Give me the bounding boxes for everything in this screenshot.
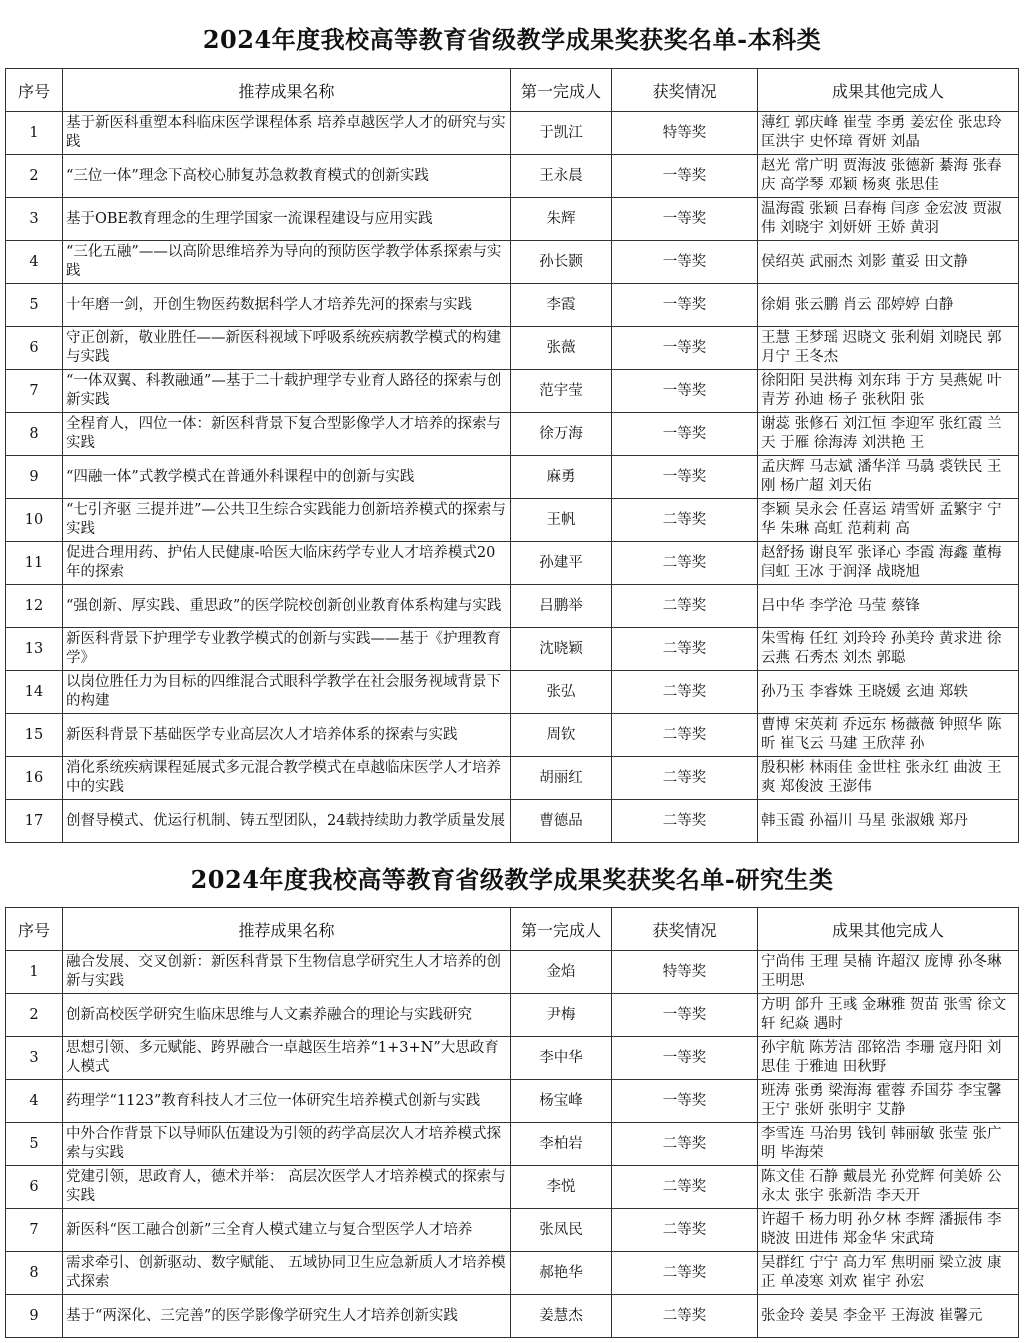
row-seq: 15 [6,714,63,757]
row-lead: 胡丽红 [511,757,612,800]
row-prize: 二等奖 [612,757,758,800]
header-title: 推荐成果名称 [63,69,511,112]
table-row [6,241,1019,284]
row-seq: 1 [6,112,63,155]
table-header-row [6,69,1019,112]
row-prize: 二等奖 [612,1209,758,1252]
row-seq: 3 [6,198,63,241]
row-title: 新医科背景下护理学专业教学模式的创新与实践——基于《护理教育学》 [63,628,511,671]
header-prize: 获奖情况 [612,69,758,112]
header-prize: 获奖情况 [612,908,758,951]
row-lead: 麻勇 [511,456,612,499]
row-lead: 朱辉 [511,198,612,241]
row-seq: 5 [6,284,63,327]
row-title: “强创新、厚实践、重思政”的医学院校创新创业教育体系构建与实践 [63,585,511,628]
table-row [6,155,1019,198]
row-seq: 8 [6,413,63,456]
row-title: “三化五融”——以高阶思维培养为导向的预防医学教学体系探索与实践 [63,241,511,284]
row-seq: 8 [6,1252,63,1295]
row-title: 党建引领，思政育人，德术并举： 高层次医学人才培养模式的探索与实践 [63,1166,511,1209]
row-seq: 1 [6,951,63,994]
row-lead: 张薇 [511,327,612,370]
row-others: 谢蕊 张修石 刘江恒 李迎军 张红霞 兰天 于雁 徐海涛 刘洪艳 王 [758,413,1019,456]
row-lead: 张凤民 [511,1209,612,1252]
row-others: 殷积彬 林雨佳 金世柱 张永红 曲波 王爽 郑俊波 王澎伟 [758,757,1019,800]
row-seq: 11 [6,542,63,585]
row-seq: 6 [6,327,63,370]
row-others: 孟庆辉 马志斌 潘华洋 马骉 裘铁民 王刚 杨广超 刘天佑 [758,456,1019,499]
row-prize: 特等奖 [612,112,758,155]
row-others: 宁尚伟 王理 吴楠 许超汉 庞博 孙冬琳 王明思 [758,951,1019,994]
row-lead: 吕鹏举 [511,585,612,628]
row-lead: 杨宝峰 [511,1080,612,1123]
row-others: 班涛 张勇 梁海海 霍蓉 乔国芬 李宝馨 王宁 张妍 张明宇 艾静 [758,1080,1019,1123]
row-seq: 12 [6,585,63,628]
row-seq: 4 [6,241,63,284]
row-prize: 一等奖 [612,327,758,370]
row-seq: 7 [6,370,63,413]
row-prize: 一等奖 [612,155,758,198]
table-row [6,671,1019,714]
header-others: 成果其他完成人 [758,908,1019,951]
row-prize: 一等奖 [612,198,758,241]
table-row [6,951,1019,994]
table-row [6,1037,1019,1080]
row-prize: 二等奖 [612,1295,758,1338]
row-others: 温海霞 张颖 吕春梅 闫彦 金宏波 贾淑伟 刘晓宇 刘妍妍 王娇 黄羽 [758,198,1019,241]
row-seq: 6 [6,1166,63,1209]
row-prize: 一等奖 [612,413,758,456]
row-title: “一体双翼、科教融通”—基于二十载护理学专业育人路径的探索与创新实践 [63,370,511,413]
row-lead: 王永晨 [511,155,612,198]
table-row [6,1209,1019,1252]
row-lead: 范宇莹 [511,370,612,413]
table-row [6,413,1019,456]
row-title: 药理学“1123”教育科技人才三位一体研究生培养模式创新与实践 [63,1080,511,1123]
row-prize: 二等奖 [612,800,758,843]
row-others: 孙乃玉 李睿姝 王晓媛 玄迪 郑轶 [758,671,1019,714]
graduate-award-table [5,907,1019,1338]
row-prize: 特等奖 [612,951,758,994]
table-row [6,1080,1019,1123]
row-prize: 二等奖 [612,628,758,671]
table-row [6,112,1019,155]
row-prize: 二等奖 [612,671,758,714]
row-title: 思想引领、多元赋能、跨界融合一卓越医生培养“1+3+N”大思政育人模式 [63,1037,511,1080]
row-title: 以岗位胜任力为目标的四维混合式眼科学教学在社会服务视域背景下的构建 [63,671,511,714]
row-lead: 李柏岩 [511,1123,612,1166]
header-others: 成果其他完成人 [758,69,1019,112]
row-others: 孙宇航 陈芳洁 邵铭浩 李珊 寇丹阳 刘思佳 于雅迪 田秋野 [758,1037,1019,1080]
row-prize: 一等奖 [612,456,758,499]
row-title: 全程育人，四位一体：新医科背景下复合型影像学人才培养的探索与实践 [63,413,511,456]
row-lead: 金焰 [511,951,612,994]
row-lead: 王帆 [511,499,612,542]
row-prize: 一等奖 [612,370,758,413]
header-lead: 第一完成人 [511,908,612,951]
undergrad-title: 2024年度我校高等教育省级教学成果奖获奖名单-本科类 [202,25,822,54]
row-others: 徐阳阳 吴洪梅 刘东玮 于方 吴燕妮 叶青芳 孙迪 杨子 张秋阳 张 [758,370,1019,413]
row-lead: 孙长颢 [511,241,612,284]
row-seq: 16 [6,757,63,800]
row-lead: 郝艳华 [511,1252,612,1295]
table-row [6,1295,1019,1338]
header-seq: 序号 [6,69,63,112]
row-title: 基于“两深化、三完善”的医学影像学研究生人才培养创新实践 [63,1295,511,1338]
row-title: 守正创新，敬业胜任——新医科视域下呼吸系统疾病教学模式的构建与实践 [63,327,511,370]
row-prize: 二等奖 [612,585,758,628]
row-prize: 一等奖 [612,1080,758,1123]
table-row [6,456,1019,499]
row-seq: 17 [6,800,63,843]
table-row [6,800,1019,843]
row-lead: 尹梅 [511,994,612,1037]
table-row [6,1166,1019,1209]
row-title: 新医科“医工融合创新”三全育人模式建立与复合型医学人才培养 [63,1209,511,1252]
row-others: 陈文佳 石静 戴晨光 孙党辉 何美娇 公永太 张宇 张新浩 李天开 [758,1166,1019,1209]
row-others: 王慧 王梦瑶 迟晓文 张利娟 刘晓民 郭月宁 王冬杰 [758,327,1019,370]
table-row [6,542,1019,585]
row-title: “三位一体”理念下高校心肺复苏急救教育模式的创新实践 [63,155,511,198]
row-others: 许超千 杨力明 孙夕林 李辉 潘振伟 李晓波 田进伟 郑金华 宋武琦 [758,1209,1019,1252]
row-prize: 一等奖 [612,241,758,284]
table-row [6,585,1019,628]
undergrad-award-table [5,68,1019,843]
row-others: 李雪连 马治男 钱钊 韩丽敏 张莹 张广明 毕海荣 [758,1123,1019,1166]
row-lead: 李霞 [511,284,612,327]
row-prize: 二等奖 [612,542,758,585]
row-others: 徐娟 张云鹏 肖云 邵婷婷 白静 [758,284,1019,327]
row-lead: 孙建平 [511,542,612,585]
header-title: 推荐成果名称 [63,908,511,951]
table-header-row [6,908,1019,951]
row-title: 中外合作背景下以导师队伍建设为引领的药学高层次人才培养模式探索与实践 [63,1123,511,1166]
row-others: 李颖 吴永会 任喜运 靖雪妍 孟繁宇 宁华 朱琳 高虹 范莉莉 高 [758,499,1019,542]
row-seq: 2 [6,994,63,1037]
row-others: 侯绍英 武丽杰 刘影 董妥 田文静 [758,241,1019,284]
row-title: 促进合理用药、护佑人民健康-哈医大临床药学专业人才培养模式20年的探索 [63,542,511,585]
table-row [6,628,1019,671]
row-prize: 一等奖 [612,284,758,327]
row-lead: 沈晓颖 [511,628,612,671]
table-row [6,284,1019,327]
table-row [6,370,1019,413]
row-title: 融合发展、交叉创新：新医科背景下生物信息学研究生人才培养的创新与实践 [63,951,511,994]
row-prize: 一等奖 [612,1037,758,1080]
row-title: 创督导模式、优运行机制、铸五型团队，24载持续助力教学质量发展 [63,800,511,843]
table-row [6,499,1019,542]
row-lead: 徐万海 [511,413,612,456]
row-others: 朱雪梅 任红 刘玲玲 孙美玲 黄求进 徐云燕 石秀杰 刘杰 郭聪 [758,628,1019,671]
row-others: 赵光 常广明 贾海波 张德新 綦海 张春庆 高学琴 邓颖 杨爽 张思佳 [758,155,1019,198]
row-lead: 李中华 [511,1037,612,1080]
row-title: “四融一体”式教学模式在普通外科课程中的创新与实践 [63,456,511,499]
row-seq: 14 [6,671,63,714]
table-row [6,198,1019,241]
table-row [6,757,1019,800]
row-lead: 姜慧杰 [511,1295,612,1338]
row-prize: 二等奖 [612,499,758,542]
row-others: 方明 郃升 王彧 金琳雅 贺苗 张雪 徐文轩 纪焱 遇时 [758,994,1019,1037]
row-others: 曹博 宋英莉 乔远东 杨薇薇 钟照华 陈昕 崔飞云 马建 王欣萍 孙 [758,714,1019,757]
row-title: 十年磨一剑，开创生物医药数据科学人才培养先河的探索与实践 [63,284,511,327]
table-row [6,1123,1019,1166]
row-others: 吴群红 宁宁 高力军 焦明丽 梁立波 康正 单凌寒 刘欢 崔宇 孙宏 [758,1252,1019,1295]
table-row [6,327,1019,370]
row-seq: 10 [6,499,63,542]
row-title: 消化系统疾病课程延展式多元混合教学模式在卓越临床医学人才培养中的实践 [63,757,511,800]
row-prize: 二等奖 [612,1166,758,1209]
row-seq: 5 [6,1123,63,1166]
row-lead: 周钦 [511,714,612,757]
row-title: 创新高校医学研究生临床思维与人文素养融合的理论与实践研究 [63,994,511,1037]
row-title: 需求牵引、创新驱动、数字赋能、 五域协同卫生应急新质人才培养模式探索 [63,1252,511,1295]
row-seq: 3 [6,1037,63,1080]
row-title: 新医科背景下基础医学专业高层次人才培养体系的探索与实践 [63,714,511,757]
row-lead: 张弘 [511,671,612,714]
row-seq: 9 [6,456,63,499]
row-seq: 7 [6,1209,63,1252]
table-row [6,1252,1019,1295]
row-seq: 13 [6,628,63,671]
graduate-title: 2024年度我校高等教育省级教学成果奖获奖名单-研究生类 [190,865,834,894]
row-prize: 二等奖 [612,714,758,757]
undergrad-table-body [6,112,1019,843]
row-prize: 二等奖 [612,1123,758,1166]
header-seq: 序号 [6,908,63,951]
row-others: 韩玉霞 孙福川 马星 张淑娥 郑丹 [758,800,1019,843]
graduate-table-body [6,951,1019,1338]
table-row [6,994,1019,1037]
row-title: 基于OBE教育理念的生理学国家一流课程建设与应用实践 [63,198,511,241]
row-prize: 一等奖 [612,994,758,1037]
row-title: 基于新医科重塑本科临床医学课程体系 培养卓越医学人才的研究与实践 [63,112,511,155]
header-lead: 第一完成人 [511,69,612,112]
row-seq: 2 [6,155,63,198]
row-seq: 9 [6,1295,63,1338]
row-lead: 曹德品 [511,800,612,843]
row-lead: 于凯江 [511,112,612,155]
row-seq: 4 [6,1080,63,1123]
row-others: 张金玲 姜昊 李金平 王海波 崔馨元 [758,1295,1019,1338]
table-row [6,714,1019,757]
row-others: 薄红 郭庆峰 崔莹 李勇 姜宏佺 张忠玲 匡洪宇 史怀璋 胥妍 刘晶 [758,112,1019,155]
row-title: “七引齐驱 三提并进”—公共卫生综合实践能力创新培养模式的探索与实践 [63,499,511,542]
row-prize: 二等奖 [612,1252,758,1295]
row-others: 吕中华 李学沧 马莹 蔡锋 [758,585,1019,628]
row-lead: 李悦 [511,1166,612,1209]
row-others: 赵舒扬 谢良军 张译心 李霞 海鑫 董梅 闫虹 王冰 于润泽 战晓旭 [758,542,1019,585]
